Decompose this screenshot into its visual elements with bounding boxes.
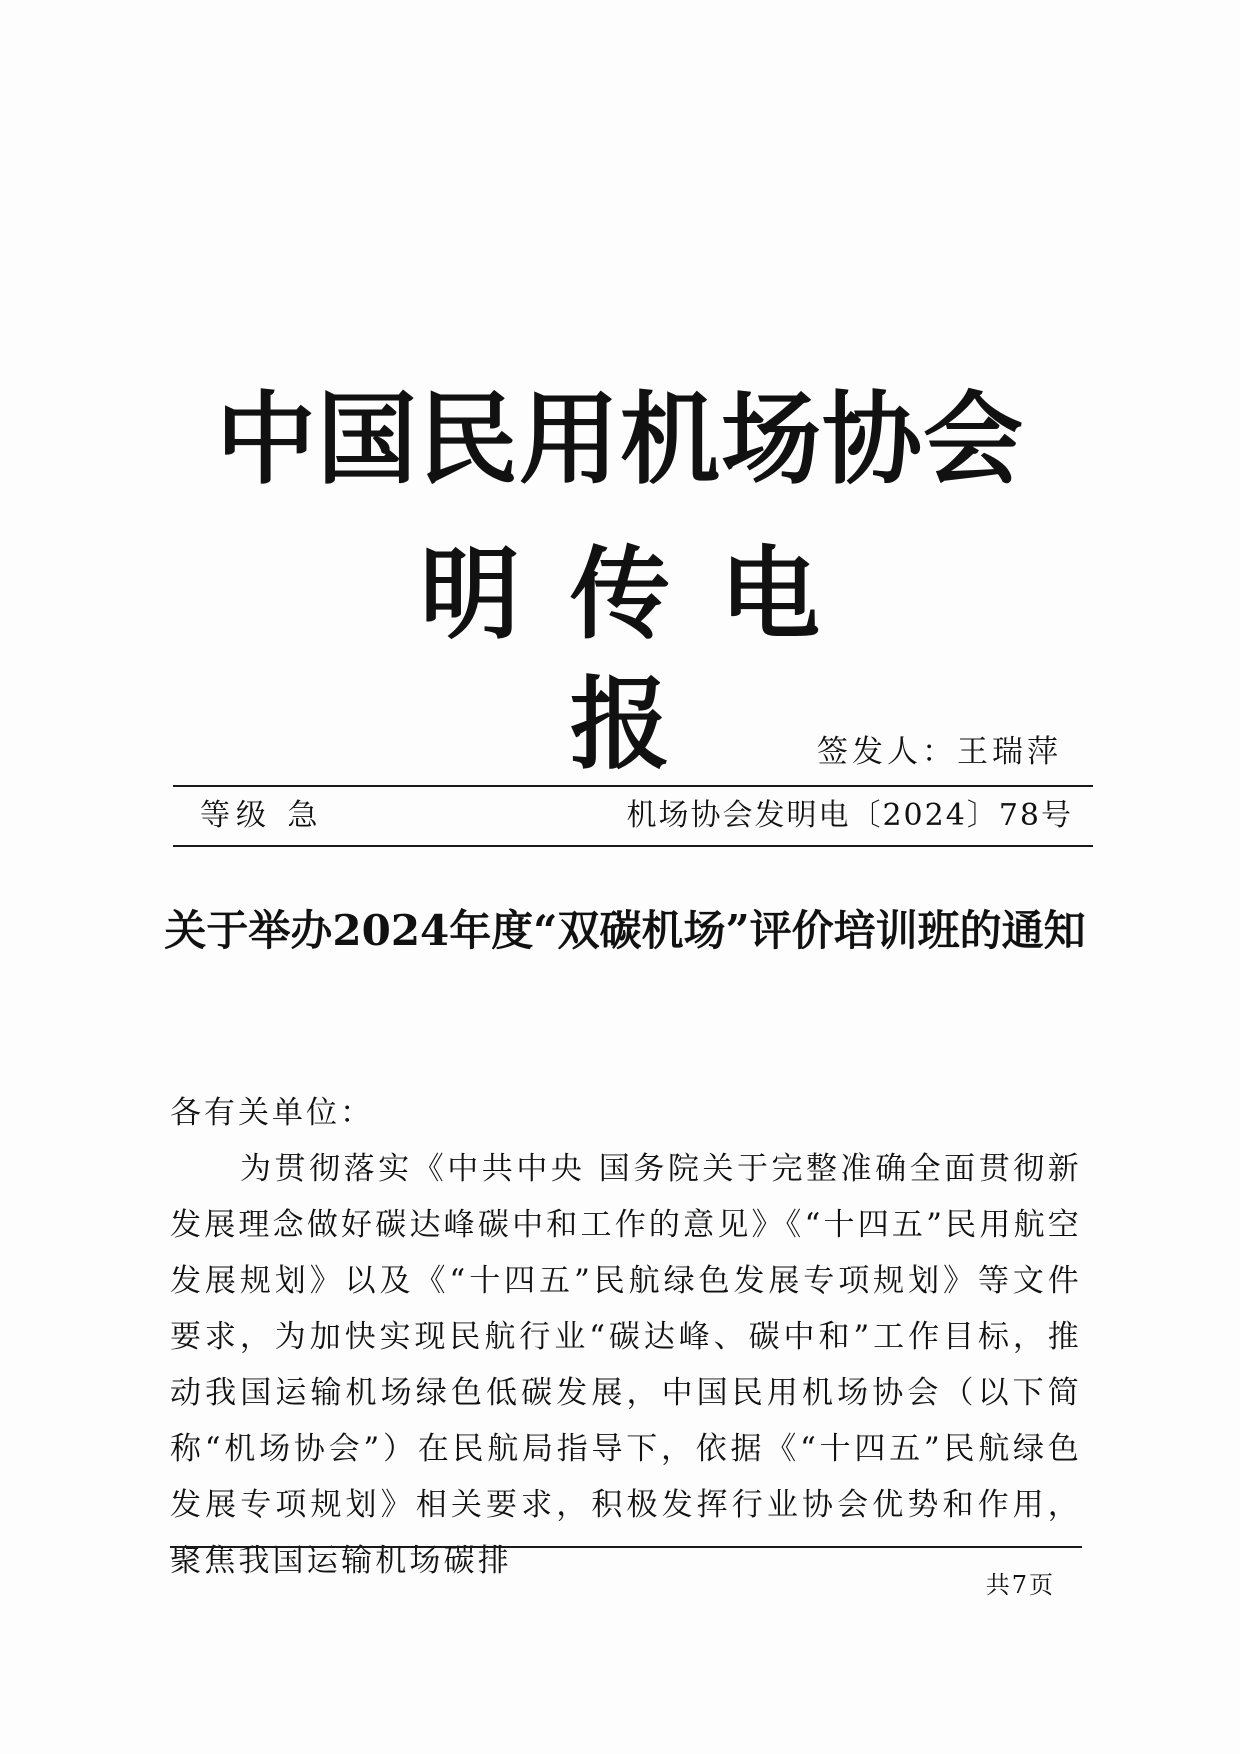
document-type-heading: 明传电报 — [420, 536, 870, 783]
header-top-rule — [173, 785, 1093, 787]
body-paragraph: 为贯彻落实《中共中央 国务院关于完整准确全面贯彻新发展理念做好碳达峰碳中和工作的意见》《“十四五”民用航空发展规划》以及《“十四五”民航绿色发展专项规划》等文件要求，为加快实现民航行业“碳达峰、碳中和”工作目标，推动我国运输机场绿色低碳发展，中国民用机场协会（以下简称“机场协会”）在民航局指导下，依据《“十四五”民航绿色发展专项规划》相关要求，积极发挥行业协会优势和作用，聚焦我国运输机场碳排 — [170, 1151, 1082, 1579]
issuer-signature-line: 签发人：王瑞萍 — [817, 734, 1062, 770]
document-title: 关于举办2024年度“双碳机场”评价培训班的通知 — [164, 906, 1086, 955]
salutation: 各有关单位： — [170, 1095, 374, 1131]
document-number: 机场协会发明电〔2024〕78号 — [626, 798, 1073, 833]
page-count: 共7页 — [985, 1571, 1055, 1599]
footer-rule — [170, 1546, 1082, 1548]
header-bottom-rule — [173, 845, 1093, 847]
organization-name: 中国民用机场协会 — [216, 381, 1024, 498]
urgency-grade: 等级 急 — [200, 798, 324, 833]
document-meta-row — [173, 790, 1093, 842]
